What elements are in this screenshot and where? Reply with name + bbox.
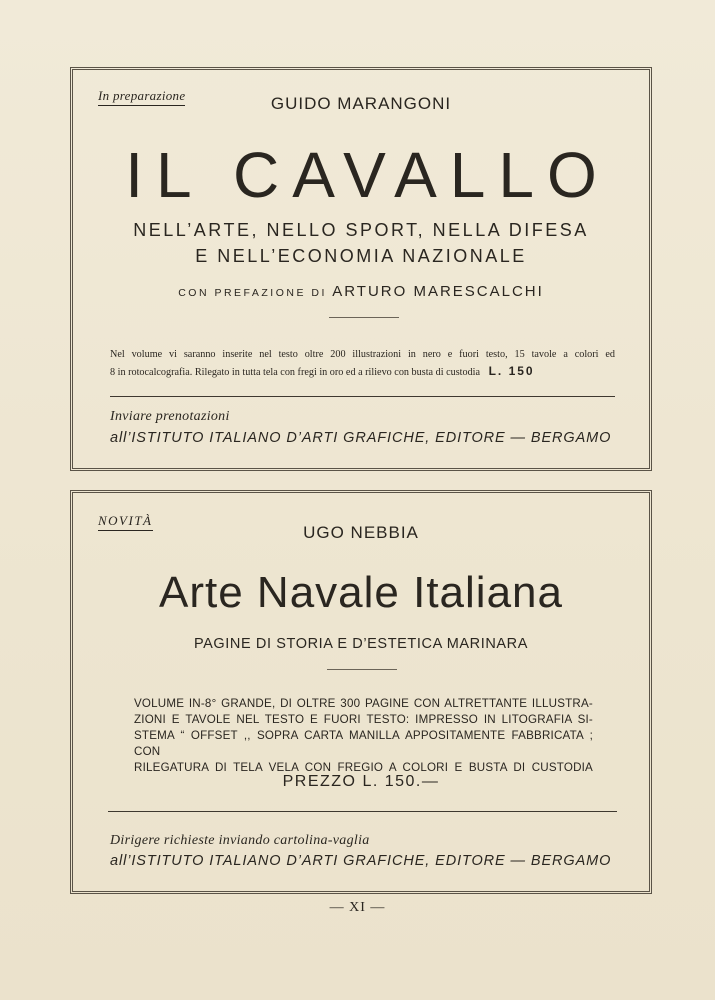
preface-line	[73, 283, 649, 300]
description-line-1: VOLUME IN-8° GRANDE, DI OLTRE 300 PAGINE CON ALTRETTANTE ILLUSTRA-	[134, 697, 593, 710]
subtitle-line-1: NELL’ARTE, NELLO SPORT, NELLA DIFESA	[133, 220, 589, 240]
advert-il-cavallo	[70, 67, 652, 471]
tag-novita: NOVITÀ	[98, 513, 153, 531]
description	[110, 346, 615, 381]
order-label: Inviare prenotazioni	[110, 409, 230, 424]
subtitle: PAGINE DI STORIA E D’ESTETICA MARINARA	[193, 636, 529, 652]
description-line-4: RILEGATURA DI TELA VELA CON FREGIO A COLORI E BUSTA DI CUSTODIA	[134, 761, 593, 774]
author-name: UGO NEBBIA	[303, 523, 419, 542]
page-number: — XI —	[329, 900, 386, 915]
description-line-2: 8 in rotocalcografia. Rilegato in tutta tela con fregi in oro ed a rilievo con busta di custodia	[110, 367, 481, 378]
long-divider	[110, 396, 615, 397]
description-line-1: Nel volume vi saranno inserite nel testo oltre 200 illustrazioni in nero e fuori testo, 15 tavole a colori ed	[110, 349, 615, 360]
short-divider	[329, 317, 399, 318]
description-line-2: ZIONI E TAVOLE NEL TESTO E FUORI TESTO: IMPRESSO IN LITOGRAFIA SI-	[134, 713, 593, 726]
preface-label: CON PREFAZIONE DI	[178, 287, 327, 299]
order-label: Dirigere richieste inviando cartolina-vaglia	[110, 833, 370, 848]
book-title: IL CAVALLO	[125, 139, 610, 211]
publisher-address: all’ISTITUTO ITALIANO D’ARTI GRAFICHE, EDITORE — BERGAMO	[110, 853, 612, 869]
price: L. 150	[488, 364, 535, 378]
preface-author: ARTURO MARESCALCHI	[332, 283, 544, 300]
description	[134, 696, 593, 776]
tag-in-preparazione: In preparazione	[98, 88, 185, 106]
publisher-address: all’ISTITUTO ITALIANO D’ARTI GRAFICHE, EDITORE — BERGAMO	[110, 430, 612, 446]
description-line-2-row	[110, 363, 615, 381]
subtitle-line-2: E NELL’ECONOMIA NAZIONALE	[195, 246, 527, 266]
description-line-3: STEMA “ OFFSET ,, SOPRA CARTA MANILLA APPOSITAMENTE FABBRICATA ; CON	[134, 729, 593, 758]
author-name: GUIDO MARANGONI	[270, 94, 452, 113]
short-divider	[327, 669, 397, 670]
long-divider	[108, 811, 617, 812]
book-title: Arte Navale Italiana	[159, 568, 563, 617]
advert-arte-navale	[70, 490, 652, 894]
price: PREZZO L. 150.—	[282, 773, 440, 790]
